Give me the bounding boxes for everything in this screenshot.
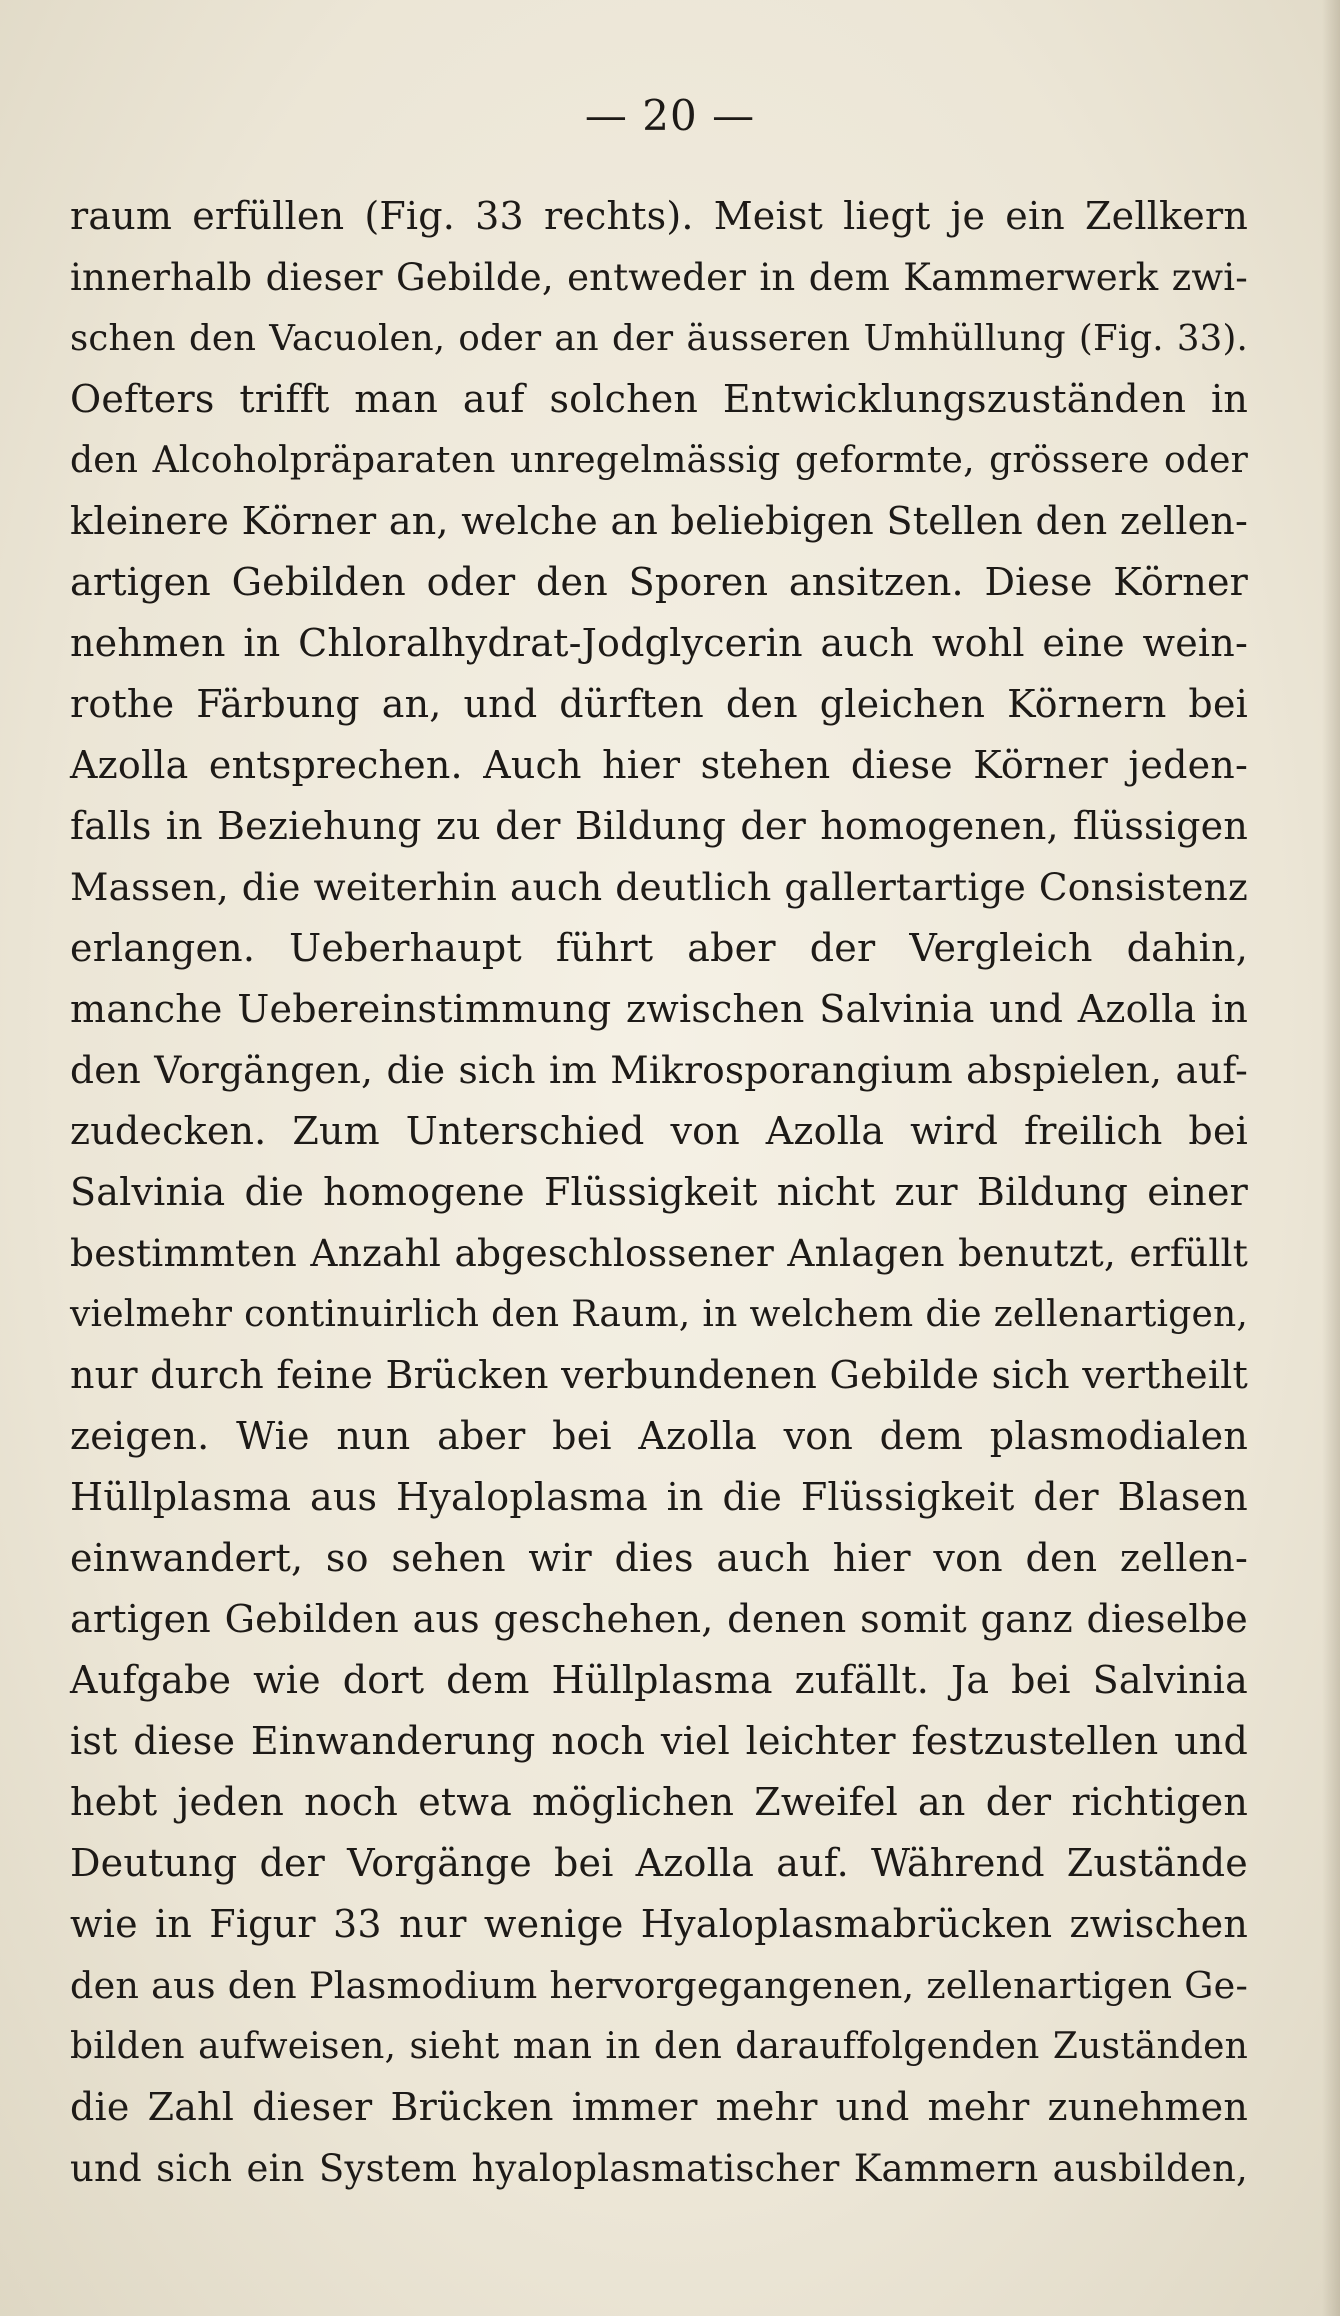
- text-line: und sich ein System hyaloplasmatischer Kammern ausbilden,: [70, 2147, 1248, 2190]
- text-line: erlangen. Ueberhaupt führt aber der Vergleich dahin,: [70, 926, 1248, 970]
- text-line: artigen Gebilden oder den Sporen ansitzen. Diese Körner: [70, 560, 1248, 604]
- text-line: zudecken. Zum Unterschied von Azolla wird freilich bei: [70, 1109, 1248, 1153]
- text-line: den Vorgängen, die sich im Mikrosporangium abspielen, auf-: [70, 1048, 1248, 1092]
- text-line: kleinere Körner an, welche an beliebigen Stellen den zellen-: [70, 499, 1248, 543]
- text-line: bestimmten Anzahl abgeschlossener Anlagen benutzt, erfüllt: [70, 1231, 1248, 1275]
- text-line: innerhalb dieser Gebilde, entweder in dem Kammerwerk zwi-: [70, 256, 1248, 299]
- text-line: nehmen in Chloralhydrat-Jodglycerin auch wohl eine wein-: [70, 621, 1248, 665]
- text-line: Hüllplasma aus Hyaloplasma in die Flüssigkeit der Blasen: [70, 1475, 1248, 1519]
- text-line: wie in Figur 33 nur wenige Hyaloplasmabrücken zwischen: [70, 1902, 1248, 1946]
- text-line: Salvinia die homogene Flüssigkeit nicht zur Bildung einer: [70, 1170, 1248, 1214]
- text-line: Azolla entsprechen. Auch hier stehen diese Körner jeden-: [70, 743, 1248, 787]
- text-line: den Alcoholpräparaten unregelmässig geformte, grössere oder: [70, 440, 1248, 481]
- text-line: zeigen. Wie nun aber bei Azolla von dem plasmodialen: [70, 1414, 1248, 1458]
- text-line: falls in Beziehung zu der Bildung der homogenen, flüssigen: [70, 804, 1248, 848]
- text-line: den aus den Plasmodium hervorgegangenen, zellenartigen Ge-: [70, 1964, 1248, 2007]
- text-line: nur durch feine Brücken verbundenen Gebilde sich vertheilt: [70, 1353, 1248, 1397]
- text-line: Oefters trifft man auf solchen Entwicklungszuständen in: [70, 377, 1248, 421]
- text-line: Deutung der Vorgänge bei Azolla auf. Während Zustände: [70, 1841, 1248, 1885]
- text-line: die Zahl dieser Brücken immer mehr und mehr zunehmen: [70, 2085, 1248, 2129]
- text-line: ist diese Einwanderung noch viel leichter festzustellen und: [70, 1719, 1248, 1763]
- text-line: Aufgabe wie dort dem Hüllplasma zufällt. Ja bei Salvinia: [70, 1658, 1248, 1702]
- text-line: Massen, die weiterhin auch deutlich gallertartige Consistenz: [70, 865, 1248, 909]
- text-line: einwandert, so sehen wir dies auch hier von den zellen-: [70, 1536, 1248, 1580]
- text-line: bilden aufweisen, sieht man in den darauffolgenden Zuständen: [70, 2026, 1248, 2067]
- body-paragraph: [70, 186, 1248, 2199]
- text-line: vielmehr continuirlich den Raum, in welchem die zellenartigen,: [70, 1294, 1248, 1335]
- text-line: schen den Vacuolen, oder an der äusseren Umhüllung (Fig. 33).: [70, 318, 1248, 359]
- text-line: raum erfüllen (Fig. 33 rechts). Meist liegt je ein Zellkern: [70, 194, 1248, 238]
- text-line: artigen Gebilden aus geschehen, denen somit ganz dieselbe: [70, 1597, 1248, 1641]
- page-number: — 20 —: [584, 91, 756, 140]
- text-line: hebt jeden noch etwa möglichen Zweifel an der richtigen: [70, 1780, 1248, 1824]
- page-edge-shadow: [1322, 0, 1340, 2316]
- text-line: rothe Färbung an, und dürften den gleichen Körnern bei: [70, 682, 1248, 726]
- text-line: manche Uebereinstimmung zwischen Salvinia und Azolla in: [70, 987, 1248, 1031]
